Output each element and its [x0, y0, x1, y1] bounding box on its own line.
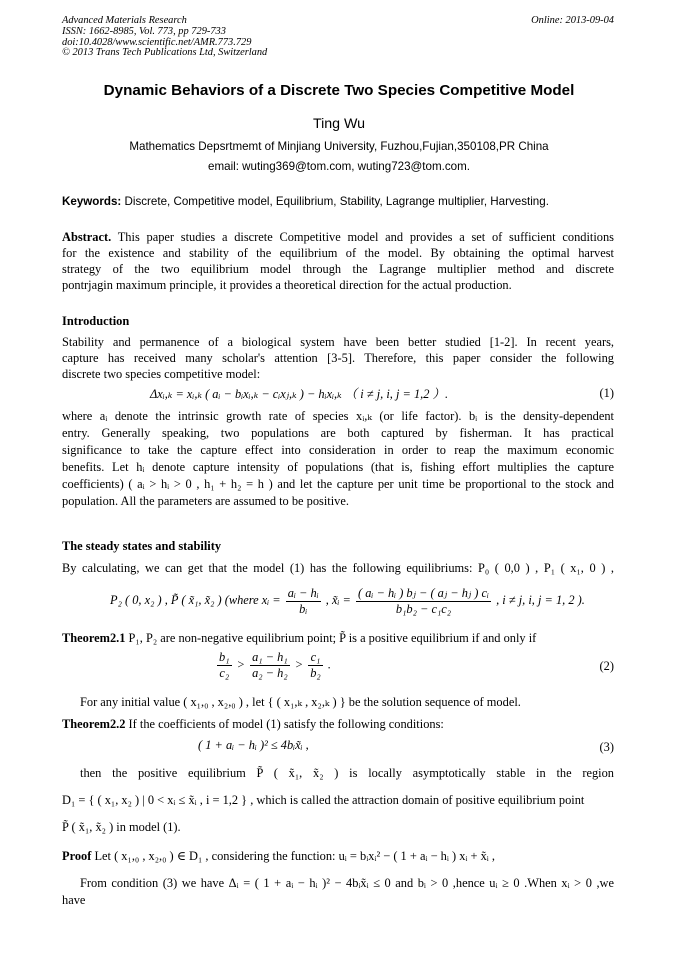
- doi-line: doi:10.4028/www.scientific.net/AMR.773.729: [62, 36, 252, 48]
- intro-line: entry. Generally speaking, two populations are both captured by fisherman. It has practical: [62, 426, 614, 440]
- abstract-label: Abstract.: [62, 230, 112, 244]
- intro-line: discrete two species competitive model:: [62, 367, 261, 381]
- region-line: D₁ = { ( x₁, x₂ ) | 0 < xᵢ ≤ x̃ᵢ , i = 1,2 } , which is called the attraction domain of positive equilibrium point: [62, 793, 585, 807]
- theorem-2-1-label: Theorem2.1: [62, 631, 126, 645]
- theorem-2-2-label: Theorem2.2: [62, 717, 126, 731]
- fraction: $\frac{\text{c₁}}{\text{b₂}}$: [310, 650, 321, 680]
- introduction-heading: Introduction: [62, 314, 130, 328]
- keywords: [62, 195, 622, 208]
- condition-line: From condition (3) we have Δᵢ = ( 1 + aᵢ − hᵢ )² − 4bᵢx̃ᵢ ≤ 0 and bᵢ > 0 ,hence uᵢ ≥ 0 .When xᵢ > 0 ,we: [80, 876, 614, 890]
- author-name: Ting Wu: [312, 116, 366, 132]
- theorem-2-2: Theorem2.2 If the coefficients of model (1) satisfy the following conditions:: [62, 717, 444, 731]
- paper-title: Dynamic Behaviors of a Discrete Two Species Competitive Model: [103, 82, 575, 99]
- intro-continued: [62, 408, 614, 510]
- journal-header: [62, 16, 267, 59]
- abstract: [62, 229, 614, 293]
- intro-line: benefits. Let hᵢ denote capture intensity of populations (that is, fishing effort multiplies the capture: [62, 460, 614, 474]
- equation-2: $\frac{\text{b₁}}{\text{c₂}}$ > $\frac{\text{a₁ − h₁}}{\text{a₂ − h₂}}$ > $\frac{\text{c₁}}{\text{b₂}}$ .: [219, 650, 331, 680]
- equation-2-number: (2): [599, 659, 614, 673]
- intro-line: Stability and permanence of a biological system have been better studied [1-2]. In recent years,: [62, 335, 614, 349]
- equilibria-equation: P₂ ( 0, x₂ ) , P̃ ( x̃₁, x̃₂ ) (where xᵢ = $\frac{\text{aᵢ − hᵢ}}{\text{bᵢ}}$ , x̃ᵢ = $\frac{\text{( aᵢ − hᵢ ) bⱼ − ( aⱼ − hⱼ ) cᵢ}}{\text{b₁b₂ − c₁c₂}}$ , i ≠ j, i, j = 1, 2 ).: [110, 585, 585, 616]
- email-line: email: wuting369@tom.com, wuting723@tom.com.: [208, 160, 470, 173]
- equilibria-line: By calculating, we can get that the model (1) has the following equilibriums: P₀ ( 0,0 ) , P₁ ( x₁, 0 ) ,: [62, 561, 614, 575]
- intro-line: capture has received many scholar's attention [3-5]. Therefore, this paper consider the following: [62, 351, 614, 365]
- abstract-line: pontrjagin maximum principle, it provides a theoretical direction for the actual production.: [62, 278, 512, 292]
- stability-line: then the positive equilibrium P̃ ( x̃₁, x̃₂ ) is locally asymptotically stable in the region: [80, 766, 614, 780]
- affiliation: Mathematics Depsrtmemt of Minjiang University, Fuzhou,Fujian,350108,PR China: [129, 140, 549, 153]
- steady-states-heading: The steady states and stability: [62, 539, 222, 553]
- intro-line: significance to take the capture effect into consideration in order to reap the maximum economic: [62, 443, 614, 457]
- region-tail: P̃ ( x̃₁, x̃₂ ) in model (1).: [62, 820, 181, 834]
- keywords-text: Discrete, Competitive model, Equilibrium, Stability, Lagrange multiplier, Harvesting.: [121, 195, 549, 208]
- fraction: $\frac{\text{aᵢ − hᵢ}}{\text{bᵢ}}$: [287, 585, 319, 616]
- fraction: $\frac{\text{b₁}}{\text{c₂}}$: [219, 650, 230, 680]
- have-line: have: [62, 893, 86, 907]
- proof-line: Proof Let ( x₁,₀ , x₂,₀ ) ∈ D₁ , considering the function: uᵢ = bᵢxᵢ² − ( 1 + aᵢ − hᵢ ) xᵢ + x̃ᵢ ,: [62, 849, 496, 863]
- equation-1-number: (1): [599, 386, 614, 400]
- intro-line: coefficients) ( aᵢ > hᵢ > 0 , h₁ + h₂ = h ) and let the capture per unit time be proportional to the stock and: [62, 477, 614, 491]
- intro-line: where aᵢ denote the intrinsic growth rate of species xᵢ,ₖ (or life factor). bᵢ is the density-dependent: [62, 409, 614, 423]
- intro-line: population. All the parameters are assumed to be positive.: [62, 494, 349, 508]
- online-date: Online: 2013-09-04: [531, 15, 614, 26]
- abstract-line: for the existence and stability of the equilibrium of the model. By obtaining the optimal harvest: [62, 246, 614, 260]
- fraction: $\frac{\text{a₁ − h₁}}{\text{a₂ − h₂}}$: [252, 650, 288, 680]
- issn-line: ISSN: 1662-8985, Vol. 773, pp 729-733: [62, 25, 226, 37]
- introduction-text: [62, 334, 614, 382]
- theorem-2-1: Theorem2.1 P₁, P₂ are non-negative equilibrium point; P̃ is a positive equilibrium if and only if: [62, 631, 537, 645]
- proof-label: Proof: [62, 849, 92, 863]
- abstract-line: strategy of the two equilibrium model through the Lagrange multiplier method and discrete: [62, 262, 614, 276]
- initial-value-line: For any initial value ( x₁,₀ , x₂,₀ ) , let { ( x₁,ₖ , x₂,ₖ ) } be the solution sequence of model.: [80, 695, 521, 709]
- abstract-line: Abstract. This paper studies a discrete Competitive model and provides a set of sufficient conditions: [62, 230, 614, 244]
- copyright-line: © 2013 Trans Tech Publications Ltd, Switzerland: [62, 47, 268, 59]
- equation-3: ( 1 + aᵢ − hᵢ )² ≤ 4bᵢx̃ᵢ ,: [198, 738, 309, 752]
- journal-name: Advanced Materials Research: [62, 15, 187, 26]
- fraction: $\frac{\text{( aᵢ − hᵢ ) bⱼ − ( aⱼ − hⱼ ) cᵢ}}{\text{b₁b₂ − c₁c₂}}$: [358, 586, 489, 616]
- keywords-label: Keywords:: [62, 195, 122, 208]
- equation-1: Δxᵢ,ₖ = xᵢ,ₖ ( aᵢ − bᵢxᵢ,ₖ − cᵢxⱼ,ₖ ) − hᵢxᵢ,ₖ （ i ≠ j, i, j = 1,2 ）.: [150, 387, 449, 401]
- equation-3-number: (3): [599, 740, 614, 754]
